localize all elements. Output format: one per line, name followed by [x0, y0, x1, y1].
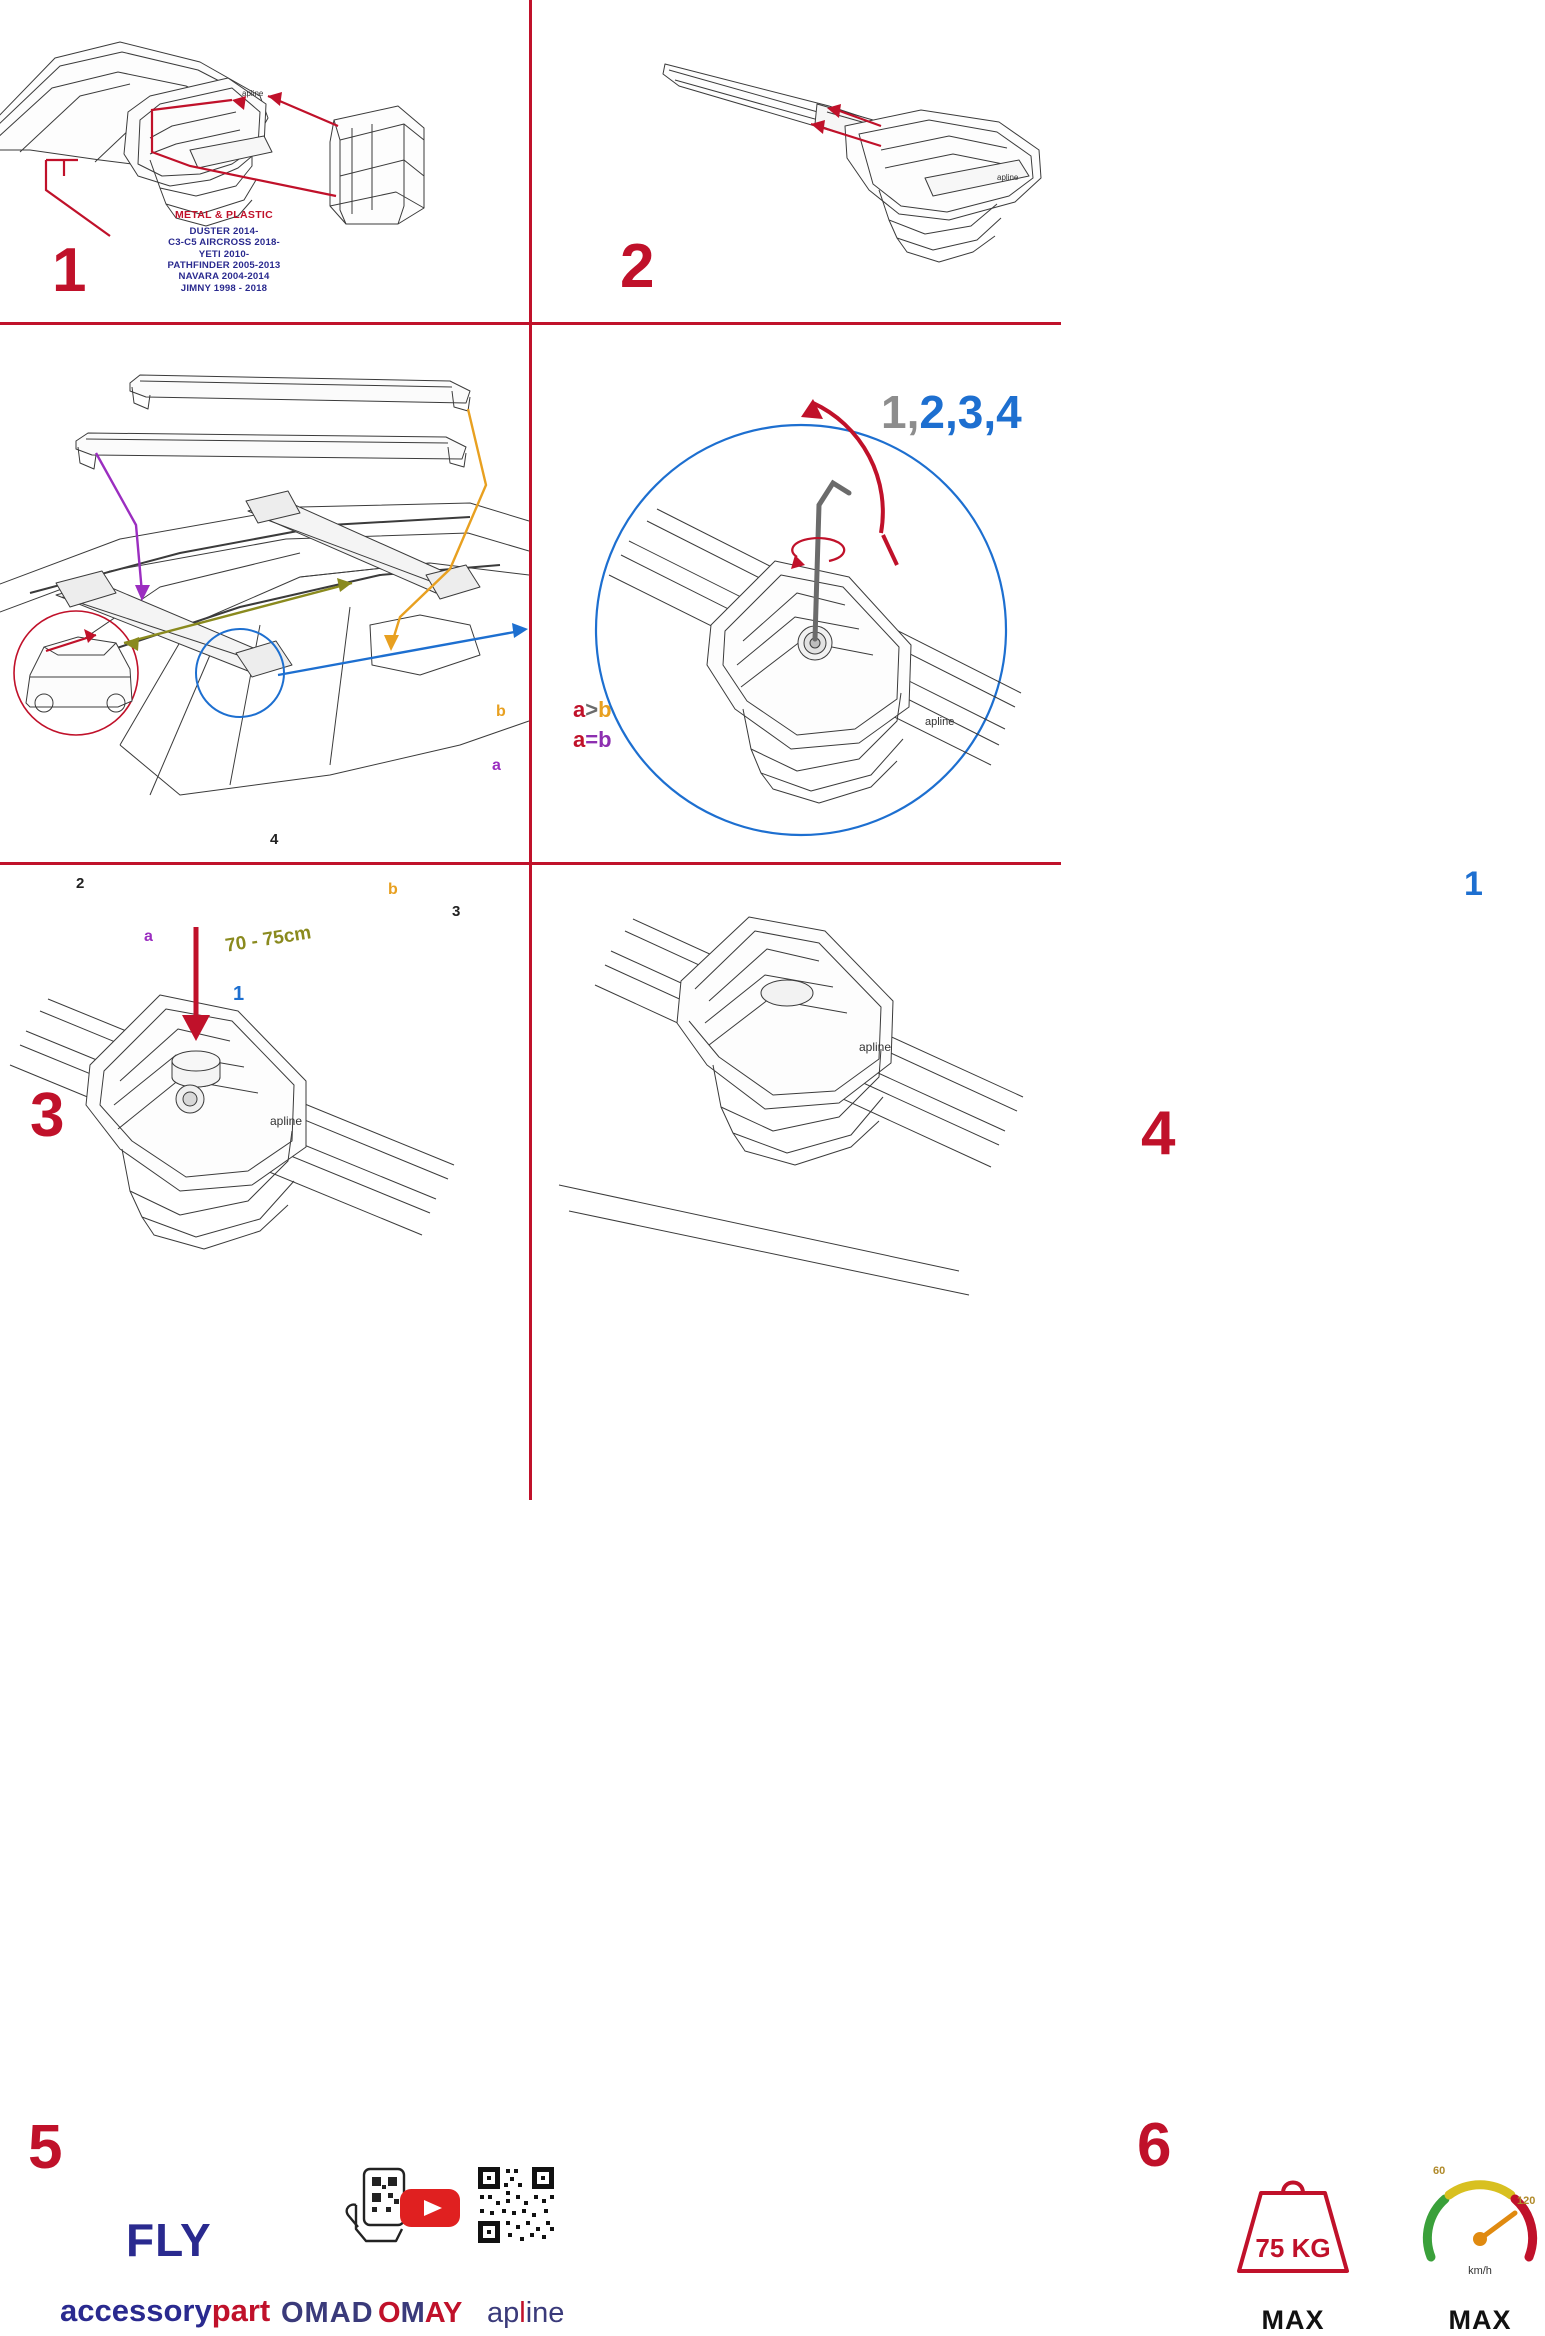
sequence-prefix: 1, [881, 386, 920, 438]
logo-apline-ap: ap [487, 2297, 520, 2329]
logo-omay [378, 2297, 462, 2330]
vehicle-item: NAVARA 2004-2014 [178, 271, 270, 283]
roof-circle-label-1: 1 [233, 983, 245, 1005]
step-number-6: 6 [1137, 2111, 1172, 2180]
logo-omay-m: M [400, 2297, 425, 2329]
step-number-4: 4 [1141, 1099, 1176, 1168]
logo-accessorypart [60, 2293, 270, 2329]
step-number-5: 5 [28, 2113, 63, 2182]
bar-label-a-bottom: a [492, 757, 501, 774]
speed-unit-label: km/h [1468, 2265, 1492, 2277]
speed-limit-caption: MAX [1448, 2305, 1512, 2335]
material-note: METAL & PLASTIC [174, 209, 274, 221]
compare-eq-op: = [585, 726, 599, 752]
gauge-min-label: 60 [1433, 2165, 1446, 2177]
apline-mark-step6: apline [859, 1040, 892, 1054]
vehicle-item: YETI 2010- [198, 248, 250, 260]
svg-text:apline: apline [997, 173, 1019, 182]
step4-callout-1: 1 [1464, 865, 1483, 903]
panel-step-1 [0, 0, 529, 322]
dimension-label: 70 - 75cm [223, 922, 313, 957]
logo-fly: FLY [126, 2214, 212, 2266]
panel-step-4 [529, 325, 1483, 1168]
roof-label-3: 3 [452, 903, 461, 920]
logo-accessory-text: accessory [60, 2293, 212, 2328]
logo-apline-l: l [519, 2297, 526, 2329]
logo-part-text: part [211, 2293, 271, 2328]
load-limit-value: 75 KG [1255, 2233, 1331, 2263]
compare-gt-op: > [585, 697, 599, 722]
sequence-rest: 2,3,4 [919, 386, 1022, 438]
compare-gt-left: a [573, 697, 586, 722]
compare-eq-right: b [598, 726, 612, 752]
panel-step-2 [529, 0, 1061, 322]
load-limit-caption: MAX [1261, 2305, 1325, 2335]
bar-label-b-top: b [496, 703, 506, 720]
youtube-icon[interactable] [398, 2185, 462, 2231]
logo-omay-ay: AY [424, 2297, 463, 2329]
panel-step-6 [529, 865, 1536, 2335]
compare-gt-right: b [598, 697, 612, 722]
compare-eq-left: a [573, 726, 586, 752]
logo-omay-o: O [378, 2297, 401, 2329]
qr-code-icon [476, 2165, 556, 2245]
bar-label-a-left: a [144, 928, 153, 945]
vehicle-item: DUSTER 2014- [189, 226, 259, 237]
bar-label-b-mid: b [388, 881, 398, 898]
gauge-max-label: 120 [1517, 2195, 1536, 2207]
logo-apline-ine: ine [525, 2297, 565, 2329]
roof-label-2: 2 [76, 875, 85, 892]
vehicle-item: JIMNY 1998 - 2018 [180, 282, 268, 294]
step-sequence-label [881, 385, 1022, 439]
apline-mark-step5: apline [270, 1114, 303, 1128]
step-number-1: 1 [52, 236, 87, 305]
vehicle-item: C3-C5 AIRCROSS 2018- [168, 237, 280, 249]
svg-text:apline: apline [242, 89, 264, 98]
step-number-2: 2 [620, 232, 655, 301]
svg-text:apline: apline [925, 716, 955, 728]
step-5-illustration [0, 865, 529, 1295]
step-3-illustration [0, 325, 529, 862]
logo-omad: OMAD [281, 2297, 374, 2329]
step-2-illustration [529, 0, 1061, 322]
logo-apline [487, 2297, 564, 2330]
step-6-illustration [529, 865, 1061, 1295]
vehicle-compatibility-list [104, 226, 344, 294]
vehicle-item: PATHFINDER 2005-2013 [167, 259, 281, 271]
step-number-3: 3 [30, 1081, 65, 1150]
panel-step-5 [0, 865, 565, 2329]
roof-label-4: 4 [270, 831, 279, 848]
